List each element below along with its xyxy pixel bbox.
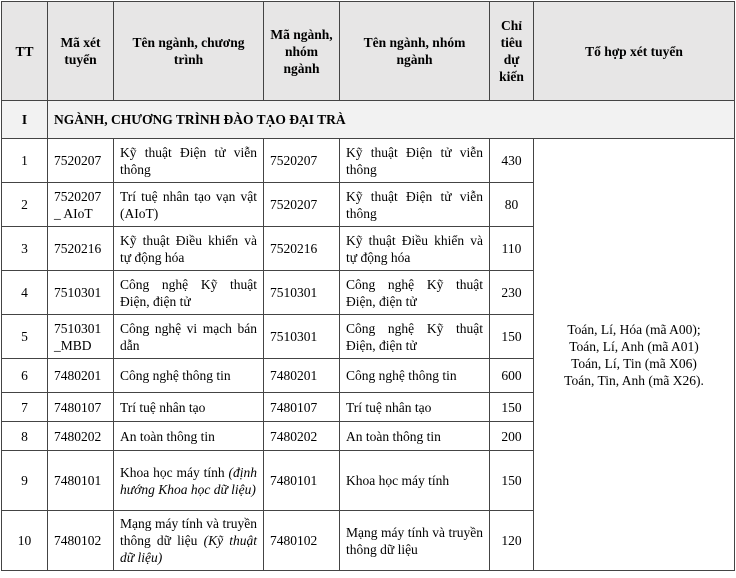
- row-ten-nganh-nhom: Kỹ thuật Điện tử viễn thông: [340, 139, 490, 183]
- row-ma-xet-tuyen: 7520207 _ AIoT: [48, 183, 114, 227]
- row-chi-tieu: 150: [490, 451, 534, 511]
- row-tt: 9: [2, 451, 48, 511]
- row-ten-nganh-text: Công nghệ Kỹ thuật Điện, điện tử: [120, 276, 257, 309]
- row-ma-nganh-nhom: 7480102: [264, 511, 340, 571]
- row-ten-nganh-nhom: Trí tuệ nhân tạo: [340, 393, 490, 422]
- row-tt: 1: [2, 139, 48, 183]
- row-chi-tieu: 430: [490, 139, 534, 183]
- row-ten-nganh-nhom: Khoa học máy tính: [340, 451, 490, 511]
- row-ma-xet-tuyen: 7510301: [48, 271, 114, 315]
- row-ma-xet-tuyen: 7510301 _MBD: [48, 315, 114, 359]
- to-hop-line: Toán, Lí, Hóa (mã A00);: [567, 321, 701, 337]
- row-ten-nganh: [114, 227, 264, 271]
- header-tt: TT: [2, 2, 48, 101]
- row-ten-nganh-text: Trí tuệ nhân tạo vạn vật (AIoT): [120, 188, 257, 221]
- header-row: [2, 2, 735, 101]
- header-ma-nganh-nhom: Mã ngành, nhóm ngành: [264, 2, 340, 101]
- row-ten-nganh-text: Công nghệ vi mạch bán dẫn: [120, 320, 257, 353]
- section-row: [2, 101, 735, 139]
- row-ten-nganh-text: Công nghệ thông tin: [120, 368, 231, 383]
- row-tt: 6: [2, 359, 48, 393]
- row-ma-nganh-nhom: 7510301: [264, 315, 340, 359]
- row-ten-nganh-text: Mạng máy tính và truyền thông dữ liệu: [120, 516, 257, 548]
- row-ten-nganh: [114, 451, 264, 511]
- row-ten-nganh: [114, 422, 264, 451]
- row-tt: 3: [2, 227, 48, 271]
- section-title: NGÀNH, CHƯƠNG TRÌNH ĐÀO TẠO ĐẠI TRÀ: [48, 101, 735, 139]
- row-ten-nganh: [114, 511, 264, 571]
- row-chi-tieu: 200: [490, 422, 534, 451]
- row-ten-nganh: [114, 393, 264, 422]
- row-tt: 4: [2, 271, 48, 315]
- to-hop-cell: [534, 139, 735, 571]
- header-to-hop: Tổ hợp xét tuyển: [534, 2, 735, 101]
- row-ten-nganh-nhom: Mạng máy tính và truyền thông dữ liệu: [340, 511, 490, 571]
- row-ten-nganh-nhom: Kỹ thuật Điều khiển và tự động hóa: [340, 227, 490, 271]
- row-chi-tieu: 600: [490, 359, 534, 393]
- row-ma-nganh-nhom: 7480101: [264, 451, 340, 511]
- row-ten-nganh-nhom: Kỹ thuật Điện tử viễn thông: [340, 183, 490, 227]
- row-ten-nganh-note: (Kỹ thuật dữ liệu): [120, 533, 257, 565]
- row-tt: 10: [2, 511, 48, 571]
- row-ma-xet-tuyen: 7480202: [48, 422, 114, 451]
- to-hop-line: Toán, Lí, Tin (mã X06): [571, 355, 697, 371]
- row-ten-nganh-nhom: An toàn thông tin: [340, 422, 490, 451]
- row-ten-nganh-nhom: Công nghệ thông tin: [340, 359, 490, 393]
- row-chi-tieu: 150: [490, 315, 534, 359]
- row-ten-nganh-note: (định hướng Khoa học dữ liệu): [120, 464, 258, 497]
- row-ma-xet-tuyen: 7480201: [48, 359, 114, 393]
- header-ma-xet-tuyen: Mã xét tuyển: [48, 2, 114, 101]
- row-chi-tieu: 80: [490, 183, 534, 227]
- row-ten-nganh-text: An toàn thông tin: [120, 428, 215, 444]
- row-ma-nganh-nhom: 7520207: [264, 139, 340, 183]
- header-ten-nganh-nhom: Tên ngành, nhóm ngành: [340, 2, 490, 101]
- row-ma-nganh-nhom: 7520216: [264, 227, 340, 271]
- row-chi-tieu: 110: [490, 227, 534, 271]
- row-chi-tieu: 150: [490, 393, 534, 422]
- row-ten-nganh-text: Kỹ thuật Điện tử viễn thông: [120, 144, 257, 177]
- row-ten-nganh: [114, 315, 264, 359]
- row-ten-nganh-text: Trí tuệ nhân tạo: [120, 399, 206, 415]
- row-tt: 8: [2, 422, 48, 451]
- admission-table: [1, 1, 735, 571]
- row-ten-nganh-text: Khoa học máy tính: [120, 464, 225, 480]
- row-ma-nganh-nhom: 7480107: [264, 393, 340, 422]
- row-ma-nganh-nhom: 7510301: [264, 271, 340, 315]
- section-number: I: [2, 101, 48, 139]
- row-ma-xet-tuyen: 7520216: [48, 227, 114, 271]
- row-tt: 2: [2, 183, 48, 227]
- row-tt: 7: [2, 393, 48, 422]
- row-ten-nganh-nhom: Công nghệ Kỹ thuật Điện, điện tử: [340, 271, 490, 315]
- row-ten-nganh: [114, 139, 264, 183]
- row-ten-nganh-text: Kỹ thuật Điều khiển và tự động hóa: [120, 232, 257, 265]
- to-hop-line: Toán, Lí, Anh (mã A01): [569, 338, 699, 354]
- row-ten-nganh-nhom: Công nghệ Kỹ thuật Điện, điện tử: [340, 315, 490, 359]
- header-ten-nganh-chuong-trinh: Tên ngành, chương trình: [114, 2, 264, 101]
- row-ten-nganh: [114, 359, 264, 393]
- row-ten-nganh: [114, 183, 264, 227]
- row-ma-nganh-nhom: 7480202: [264, 422, 340, 451]
- row-ma-xet-tuyen: 7520207: [48, 139, 114, 183]
- row-ma-nganh-nhom: 7520207: [264, 183, 340, 227]
- row-chi-tieu: 230: [490, 271, 534, 315]
- row-ma-nganh-nhom: 7480201: [264, 359, 340, 393]
- row-ma-xet-tuyen: 7480101: [48, 451, 114, 511]
- row-chi-tieu: 120: [490, 511, 534, 571]
- row-ma-xet-tuyen: 7480107: [48, 393, 114, 422]
- to-hop-line: Toán, Tin, Anh (mã X26).: [564, 372, 704, 388]
- table-row: [2, 139, 735, 183]
- header-chi-tieu: Chỉ tiêu dự kiến: [490, 2, 534, 101]
- row-ma-xet-tuyen: 7480102: [48, 511, 114, 571]
- row-ten-nganh: [114, 271, 264, 315]
- row-tt: 5: [2, 315, 48, 359]
